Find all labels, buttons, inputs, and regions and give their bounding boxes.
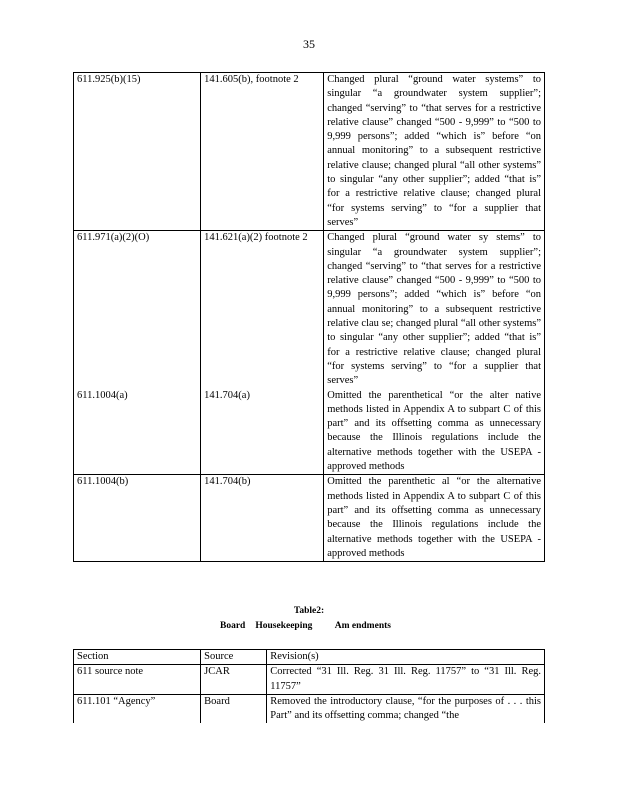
table-caption-title: Table2: [293,606,325,616]
source-cell: 141.704(b) [201,475,324,562]
column-header: Section [74,650,201,665]
table-row [74,73,545,231]
source-cell: 141.621(a)(2) footnote 2 [201,231,324,389]
section-cell: 611 source note [74,665,201,695]
table-row [74,389,545,475]
caption-word: Board [220,621,246,631]
source-cell: JCAR [201,665,267,695]
table-caption-subtitle [220,621,480,631]
page-number: 35 [303,37,315,51]
revision-cell: Changed plural “ground water systems” to singular “a groundwater system supplier”; changed “serving” to “that serves for a restrictive relative clause” changed “500 - 9,999” to “500 to 9,999 persons”; added “which is” before “on annual monitoring” to a subsequent restrictive relative clause; changed plural “all other systems” to singular “any other supplier”; added “that is” for a restrictive relative clause; changed plural “for systems serving” to “for a supplier that serves” [324,73,545,231]
source-cell: Board [201,694,267,723]
caption-word: Housekeeping [255,621,313,631]
revision-cell: Omitted the parenthetical “or the alter native methods listed in Appendix A to subpart C of this part” and its offsetting comma as unnecessary because the Illinois regulations include the alternative methods together with the USEPA -approved methods [324,389,545,475]
column-header: Revision(s) [267,650,545,665]
column-header: Source [201,650,267,665]
revision-cell: Corrected “31 Ill. Reg. 31 Ill. Reg. 11757” to “31 Ill. Reg. 11757” [267,665,545,695]
section-cell: 611.1004(a) [74,389,201,475]
table-header-row [74,650,545,665]
revisions-table-continued [73,72,545,562]
source-cell: 141.704(a) [201,389,324,475]
table-row [74,231,545,389]
table-row [74,475,545,562]
section-cell: 611.925(b)(15) [74,73,201,231]
caption-word: Am endments [334,621,391,631]
revision-cell: Changed plural “ground water sy stems” to singular “a groundwater system supplier”; changed “serving” to “that serves for a restrictive relative clause” changed “500 - 9,999” to “500 to 9,999 persons”; added “which is” before “on annual monitoring” to a subsequent restrictive relative clau se; changed plural “all other systems” to singular “any other supplier”; added “that is” for a restrictive relative clause; changed plural “for systems serving” to “for a supplier that serves” [324,231,545,389]
section-cell: 611.1004(b) [74,475,201,562]
source-cell: 141.605(b), footnote 2 [201,73,324,231]
table-row [74,694,545,723]
table-row [74,665,545,695]
revision-cell: Removed the introductory clause, “for the purposes of . . . this Part” and its offsetting comma; changed “the [267,694,545,723]
section-cell: 611.971(a)(2)(O) [74,231,201,389]
revision-cell: Omitted the parenthetic al “or the alternative methods listed in Appendix A to subpart C of this part” and its offsetting comma as unnecessary because the Illinois regulations include the alternative methods together with the USEPA -approved methods [324,475,545,562]
section-cell: 611.101 “Agency” [74,694,201,723]
board-housekeeping-table [73,649,545,723]
